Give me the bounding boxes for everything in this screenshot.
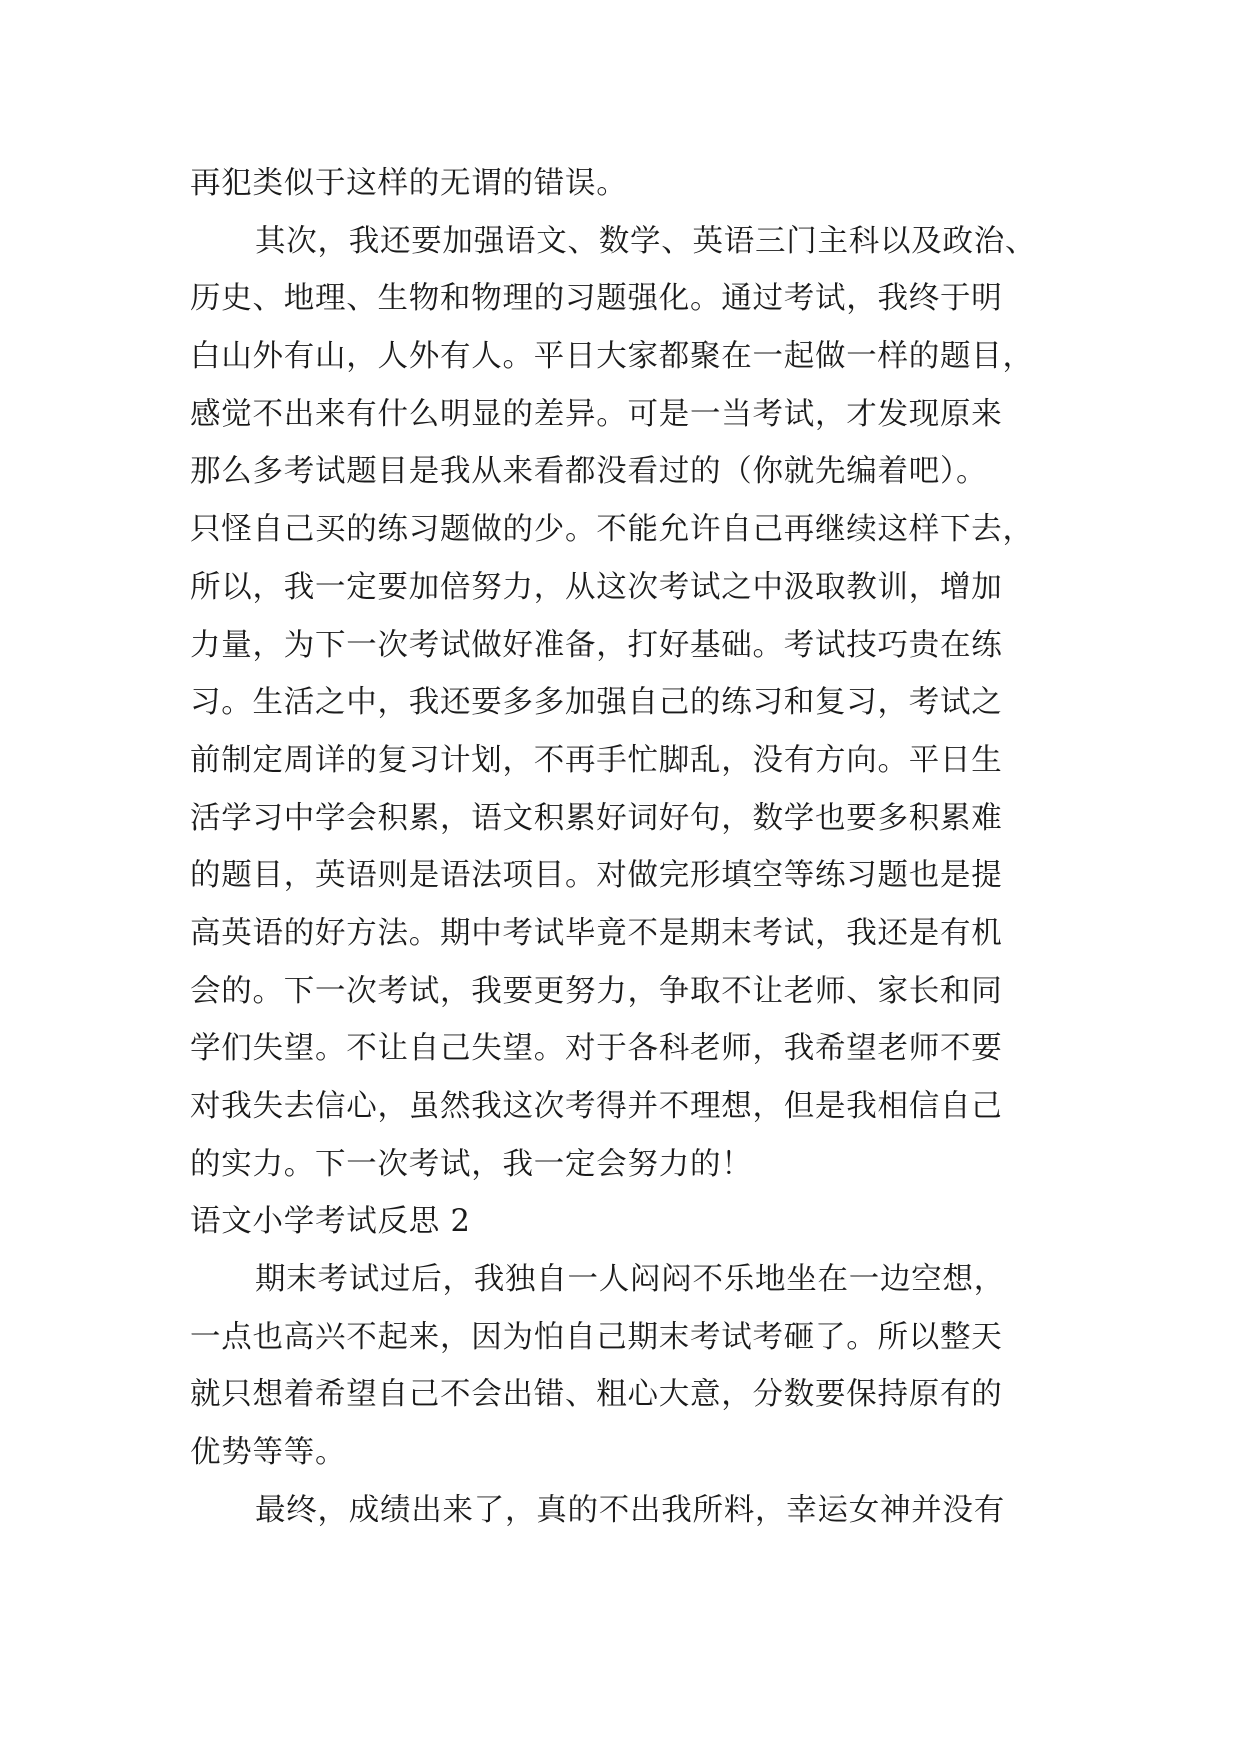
text-line: 那么多考试题目是我从来看都没看过的（你就先编着吧）。 [190, 454, 988, 490]
text-line: 力量，为下一次考试做好准备，打好基础。考试技巧贵在练 [190, 627, 1003, 663]
text-line: 的题目，英语则是语法项目。对做完形填空等练习题也是提 [190, 858, 1003, 894]
paragraph-start-line: 最终，成绩出来了，真的不出我所料，幸运女神并没有 [255, 1492, 1005, 1528]
text-line: 对我失去信心，虽然我这次考得并不理想，但是我相信自己 [190, 1089, 1003, 1124]
text-line: 再犯类似于这样的无谓的错误。 [190, 166, 628, 201]
text-line: 活学习中学会积累，语文积累好词好句，数学也要多积累难 [190, 800, 1003, 836]
paragraph-start-line: 其次，我还要加强语文、数学、英语三门主科以及政治、 [255, 223, 1037, 259]
section-heading: 语文小学考试反思 2 [190, 1204, 471, 1240]
text-line: 就只想着希望自己不会出错、粗心大意，分数要保持原有的 [190, 1377, 1003, 1413]
text-line: 只怪自己买的练习题做的少。不能允许自己再继续这样下去， [190, 512, 1034, 548]
text-line: 历史、地理、生物和物理的习题强化。通过考试，我终于明 [190, 281, 1003, 317]
text-line: 学们失望。不让自己失望。对于各科老师，我希望老师不要 [190, 1031, 1003, 1067]
text-line: 习。生活之中，我还要多多加强自己的练习和复习，考试之 [190, 685, 1003, 721]
text-line: 一点也高兴不起来，因为怕自己期末考试考砸了。所以整天 [190, 1319, 1003, 1355]
text-line: 高英语的好方法。期中考试毕竟不是期末考试，我还是有机 [190, 915, 1003, 951]
text-line: 会的。下一次考试，我要更努力，争取不让老师、家长和同 [190, 973, 1003, 1009]
text-line: 感觉不出来有什么明显的差异。可是一当考试，才发现原来 [190, 396, 1003, 432]
text-line: 的实力。下一次考试，我一定会努力的！ [190, 1146, 753, 1182]
text-line: 优势等等。 [190, 1435, 347, 1471]
text-line: 白山外有山，人外有人。平日大家都聚在一起做一样的题目， [190, 339, 1034, 375]
document-page [190, 155, 1055, 1540]
paragraph-start-line: 期末考试过后，我独自一人闷闷不乐地坐在一边空想， [255, 1262, 1005, 1298]
text-line: 前制定周详的复习计划，不再手忙脚乱，没有方向。平日生 [190, 742, 1003, 778]
text-line: 所以，我一定要加倍努力，从这次考试之中汲取教训，增加 [190, 569, 1003, 605]
